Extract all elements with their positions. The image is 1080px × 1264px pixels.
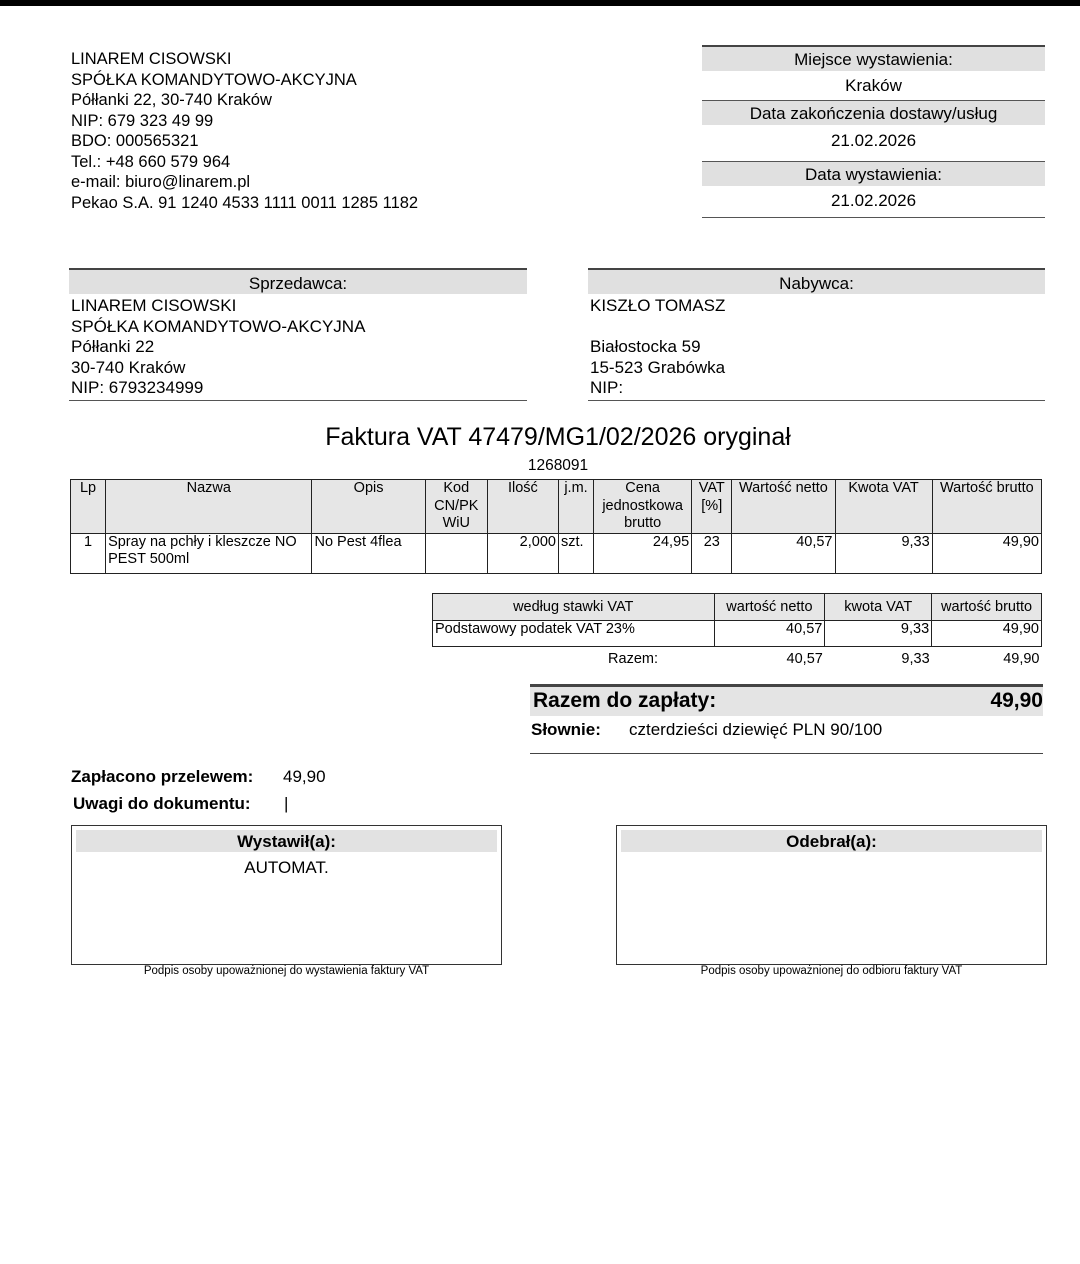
seller-line: LINAREM CISOWSKI <box>71 296 237 315</box>
paid-value: 49,90 <box>283 767 326 786</box>
cell-desc: No Pest 4flea <box>312 534 425 574</box>
amount-due-box <box>530 684 1043 754</box>
place-value: Kraków <box>845 76 902 95</box>
col-lp-header: Lp <box>71 480 106 534</box>
company-header-line: e-mail: biuro@linarem.pl <box>71 173 251 191</box>
col-vat-amount-header: Kwota VAT <box>835 480 932 534</box>
seller-line: SPÓŁKA KOMANDYTOWO-AKCYJNA <box>71 316 366 336</box>
col-name-header: Nazwa <box>106 480 312 534</box>
header-text: [%] <box>701 497 723 514</box>
vat-header-row <box>433 594 1042 621</box>
seller-line: Półłanki 22 <box>71 337 155 356</box>
notes-value: | <box>284 794 289 813</box>
issue-date-label: Data wystawienia: <box>702 161 1045 186</box>
receiver-label: Odebrał(a): <box>621 830 1042 852</box>
receiver-signature-box <box>616 825 1047 965</box>
company-header-line: NIP: 679 323 49 99 <box>71 111 214 130</box>
issuer-signature-box <box>71 825 502 965</box>
buyer-line: 15-523 Grabówka <box>590 357 726 377</box>
delivery-date-label: Data zakończenia dostawy/usług <box>702 100 1045 125</box>
table-row <box>433 621 1042 647</box>
vat-total-gross: 49,90 <box>1003 650 1040 667</box>
header-text: WiU <box>442 515 470 531</box>
col-qty-header: Ilość <box>487 480 558 534</box>
cell-code <box>425 534 487 574</box>
cell-vat-amount: 9,33 <box>835 534 932 574</box>
cell-lp: 1 <box>71 534 106 574</box>
vat-gross-cell: 49,90 <box>932 621 1042 647</box>
cell-net: 40,57 <box>732 534 835 574</box>
vat-rate-cell: Podstawowy podatek VAT 23% <box>433 621 715 647</box>
amount-words-value: czterdzieści dziewięć PLN 90/100 <box>629 720 883 739</box>
cell-qty: 2,000 <box>487 534 558 574</box>
vat-gross-header: wartość brutto <box>932 594 1042 621</box>
amount-words-label: Słownie: <box>531 720 601 739</box>
vat-rate-header: według stawki VAT <box>433 594 715 621</box>
amount-due-label: Razem do zapłaty: <box>533 689 717 712</box>
company-header-line: Pekao S.A. 91 1240 4533 1111 0011 1285 1182 <box>71 193 419 212</box>
buyer-box <box>588 268 1045 401</box>
receiver-signature-caption: Podpis osoby upoważnionej do odbioru faktury VAT <box>700 965 963 977</box>
buyer-line <box>588 317 1045 338</box>
col-desc-header: Opis <box>312 480 425 534</box>
seller-line: 30-740 Kraków <box>71 357 186 377</box>
seller-label: Sprzedawca: <box>69 268 527 294</box>
vat-net-header: wartość netto <box>714 594 825 621</box>
invoice-subnumber: 1268091 <box>527 457 589 474</box>
company-header-line: BDO: 000565321 <box>71 132 199 150</box>
paid-label: Zapłacono przelewem: <box>71 767 254 786</box>
col-unit-header: j.m. <box>558 480 593 534</box>
vat-amount-header: kwota VAT <box>825 594 932 621</box>
place-label: Miejsce wystawienia: <box>702 45 1045 71</box>
cell-price: 24,95 <box>594 534 692 574</box>
company-header-line: LINAREM CISOWSKI <box>71 50 232 68</box>
issuer-label: Wystawił(a): <box>76 830 497 852</box>
issuer-name: AUTOMAT. <box>244 858 329 877</box>
vat-total-label: Razem: <box>608 650 658 667</box>
amount-due-value: 49,90 <box>990 689 1043 712</box>
invoice-meta-box <box>702 45 1045 218</box>
cell-unit: szt. <box>558 534 593 574</box>
vat-net-cell: 40,57 <box>714 621 825 647</box>
company-header <box>71 49 418 213</box>
header-text: CN/PK <box>434 497 479 514</box>
issuer-signature-caption: Podpis osoby upoważnionej do wystawienia faktury VAT <box>143 965 430 977</box>
invoice-title: Faktura VAT 47479/MG1/02/2026 oryginał <box>325 423 791 451</box>
header-text: VAT <box>698 480 725 496</box>
company-header-line: Tel.: +48 660 579 964 <box>71 152 231 171</box>
seller-line: NIP: 6793234999 <box>71 378 204 397</box>
company-header-line: Półłanki 22, 30-740 Kraków <box>71 91 272 109</box>
cell-gross: 49,90 <box>932 534 1041 574</box>
top-edge-bar <box>0 0 1080 6</box>
col-price-header <box>594 480 692 534</box>
items-header-row <box>71 480 1042 534</box>
delivery-date-value: 21.02.2026 <box>830 131 917 150</box>
items-table <box>70 479 1042 574</box>
col-net-header: Wartość netto <box>732 480 835 534</box>
cell-name <box>106 534 312 574</box>
header-text: jednostkowa <box>602 497 683 514</box>
col-vat-header <box>692 480 732 534</box>
notes-label: Uwagi do dokumentu: <box>73 794 251 813</box>
vat-summary-table <box>432 593 1042 671</box>
table-row <box>71 534 1042 574</box>
vat-amount-cell: 9,33 <box>825 621 932 647</box>
cell-vat: 23 <box>692 534 732 574</box>
cell-name-line: Spray na pchły i kleszcze NO <box>108 534 297 550</box>
col-gross-header: Wartość brutto <box>932 480 1041 534</box>
company-header-line: SPÓŁKA KOMANDYTOWO-AKCYJNA <box>71 70 357 89</box>
buyer-line: NIP: <box>590 378 624 397</box>
vat-total-net: 40,57 <box>786 650 823 667</box>
header-text: Kod <box>443 480 470 496</box>
seller-box <box>69 268 527 401</box>
header-text: Cena <box>625 480 660 496</box>
buyer-label: Nabywca: <box>588 268 1045 294</box>
buyer-line: Białostocka 59 <box>590 337 701 356</box>
vat-total-vat: 9,33 <box>901 650 930 667</box>
issue-date-value: 21.02.2026 <box>702 186 1045 218</box>
buyer-line: KISZŁO TOMASZ <box>590 296 726 315</box>
col-code-header <box>425 480 487 534</box>
cell-name-line: PEST 500ml <box>108 551 190 567</box>
header-text: brutto <box>624 515 662 531</box>
vat-total-row <box>433 647 1042 672</box>
